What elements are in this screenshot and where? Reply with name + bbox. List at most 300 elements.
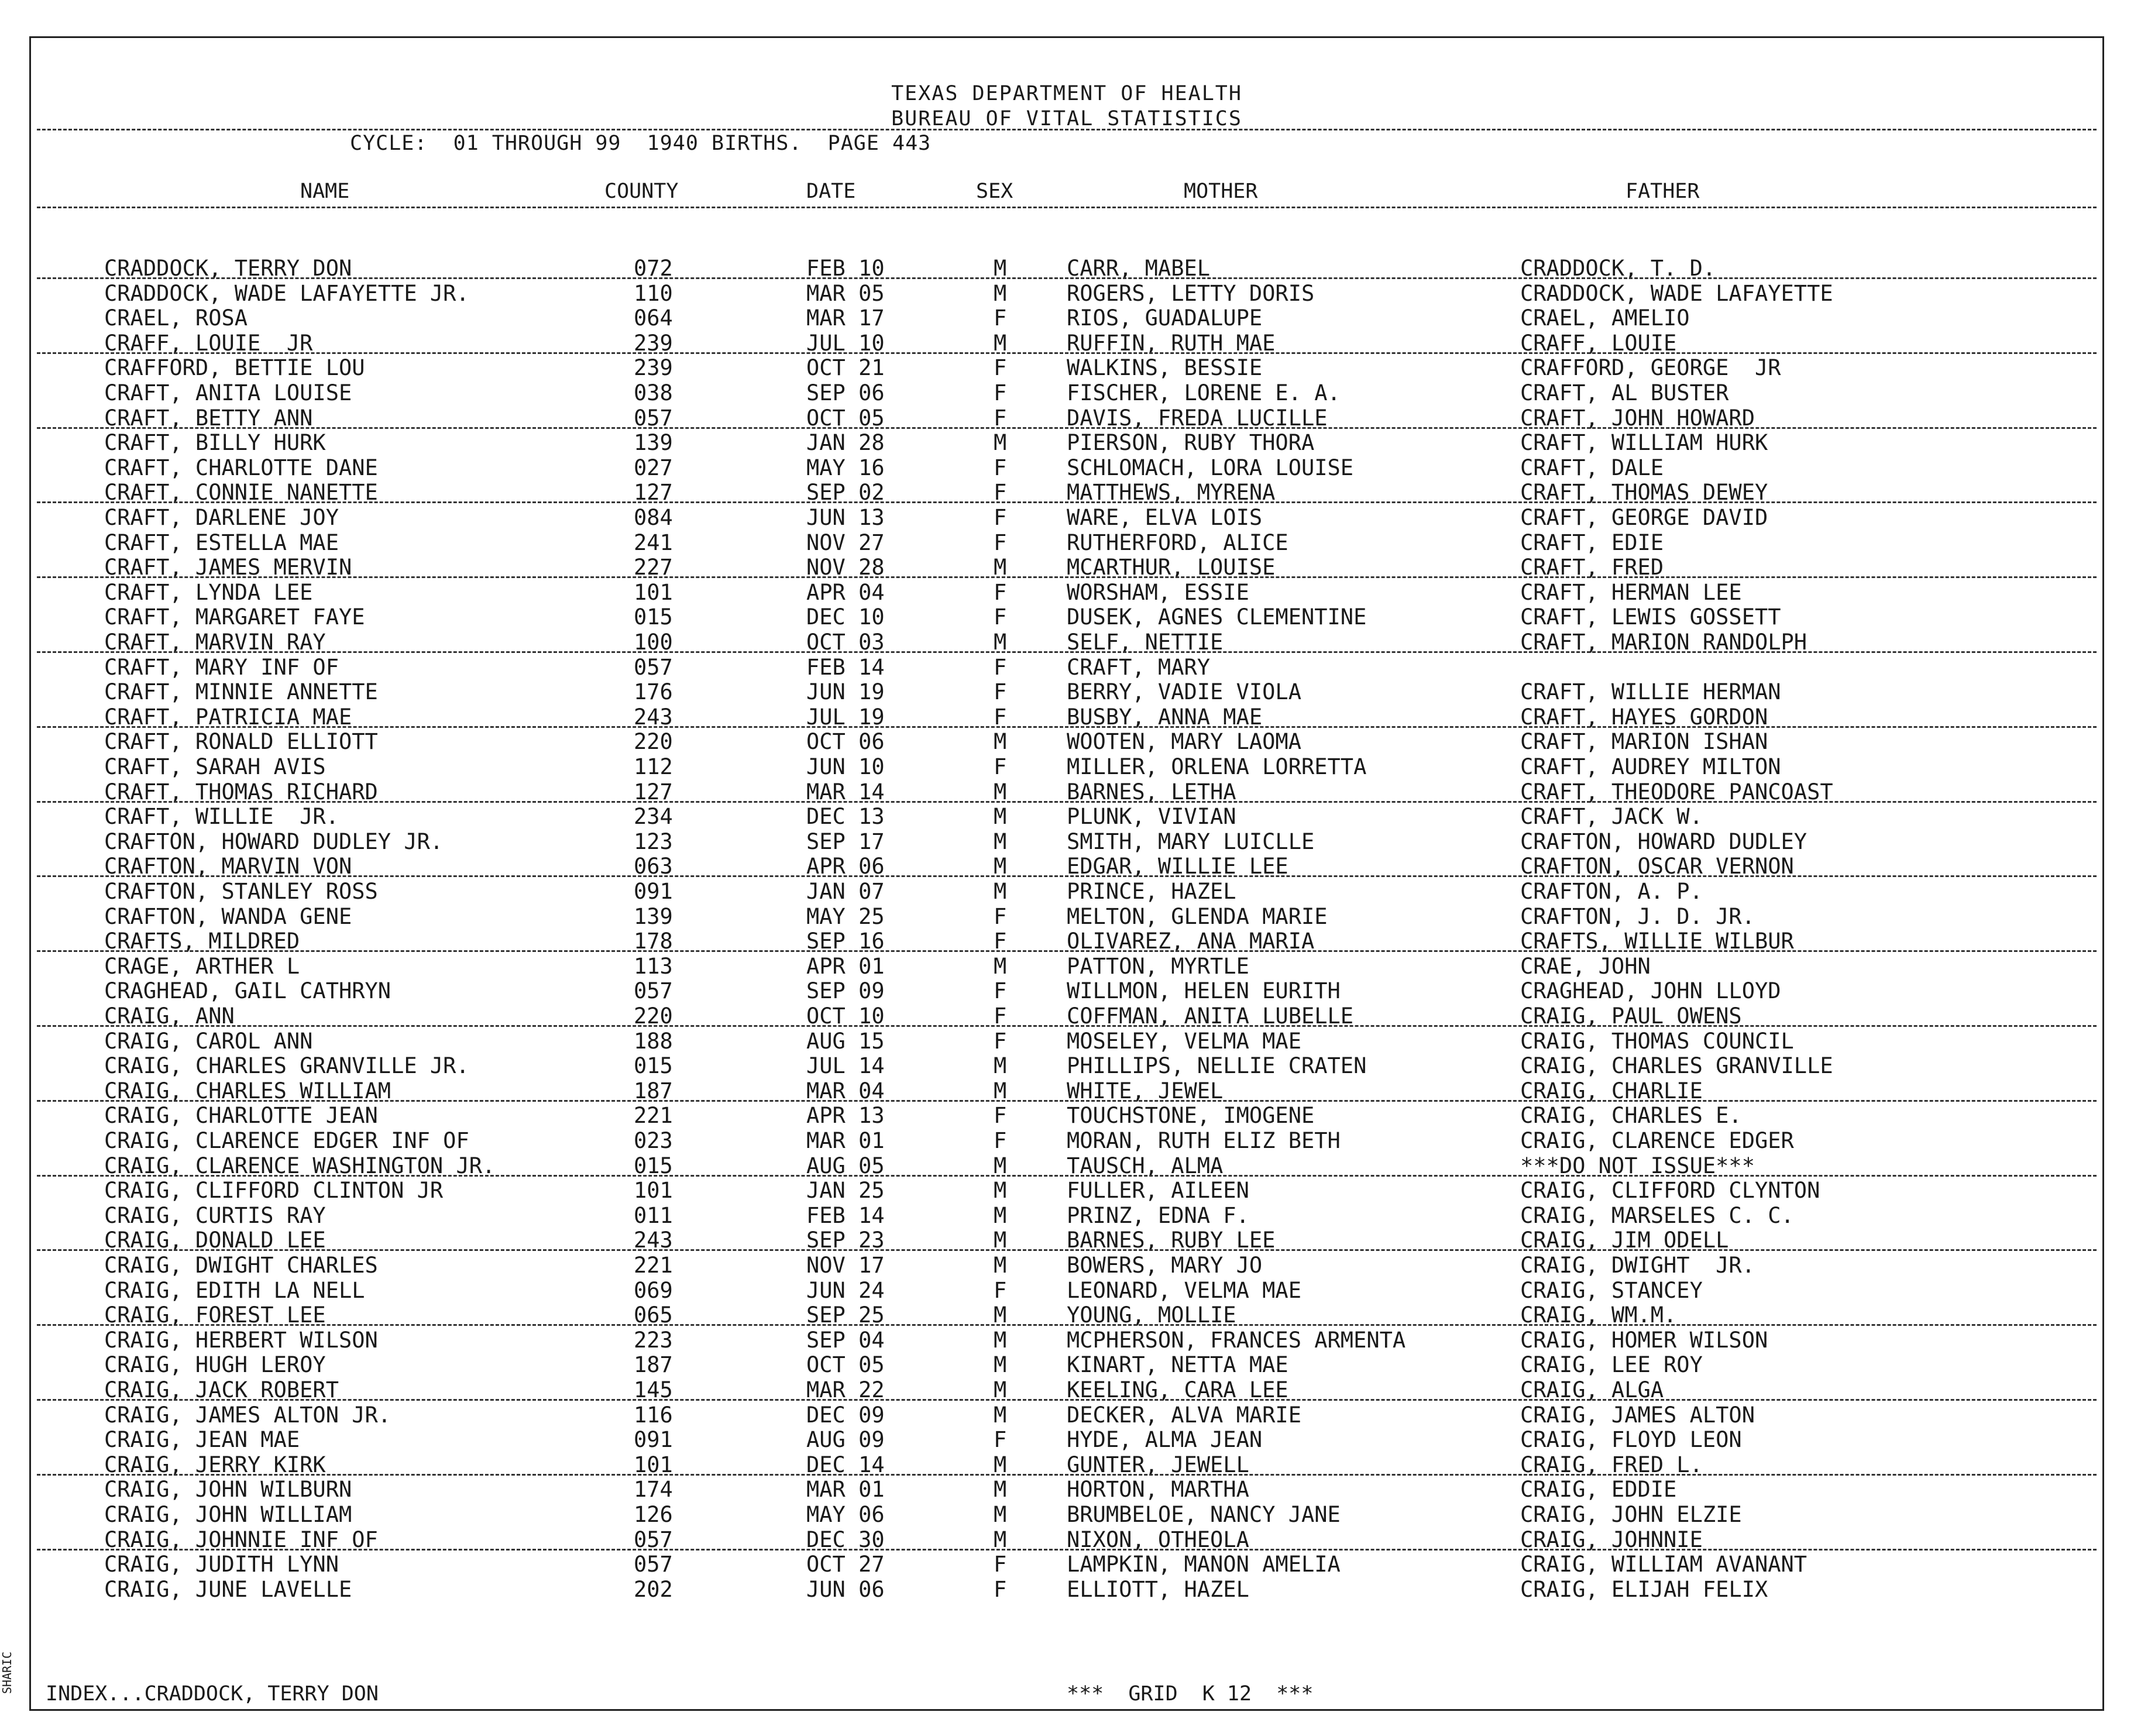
divider [37,352,2097,354]
record-county: 227 [634,555,673,580]
record-sex: F [994,1103,1007,1129]
record-father: CRAFT, JACK W. [1520,804,1703,830]
column-header-father: FATHER [1626,180,1700,203]
department-title: TEXAS DEPARTMENT OF HEALTH [891,82,1242,105]
record-name: CRAFT, THOMAS RICHARD [104,779,378,805]
record-date: FEB 14 [806,654,885,680]
record-county: 011 [634,1202,673,1228]
record-father: CRAIG, ALGA [1520,1377,1664,1402]
cycle-line: CYCLE: 01 THROUGH 99 1940 BIRTHS. PAGE 443 [350,132,932,155]
record-name: CRAFT, ESTELLA MAE [104,530,339,555]
divider [37,576,2097,578]
record-row [31,954,2102,979]
record-father: CRAFF, LOUIE [1520,330,1677,356]
record-date: AUG 15 [806,1028,885,1054]
record-county: 187 [634,1352,673,1378]
record-mother: HYDE, ALMA JEAN [1067,1427,1263,1453]
record-father: CRAIG, HOMER WILSON [1520,1327,1768,1353]
record-mother: LAMPKIN, MANON AMELIA [1067,1552,1341,1577]
record-mother: NIXON, OTHEOLA [1067,1527,1249,1552]
record-date: AUG 05 [806,1153,885,1178]
record-name: CRAFFORD, BETTIE LOU [104,355,365,381]
record-name: CRAGHEAD, GAIL CATHRYN [104,978,391,1004]
record-county: 100 [634,630,673,655]
record-county: 072 [634,256,673,281]
record-sex: F [994,1277,1007,1303]
record-sex: M [994,330,1007,356]
record-name: CRAIG, JOHN WILBURN [104,1477,352,1503]
record-sex: M [994,779,1007,805]
record-county: 113 [634,953,673,979]
record-mother: DUSEK, AGNES CLEMENTINE [1067,604,1367,630]
record-sex: M [994,1302,1007,1328]
record-row [31,978,2102,1003]
record-sex: M [994,729,1007,755]
divider [37,1474,2097,1476]
record-county: 127 [634,779,673,805]
column-header-sex: SEX [976,180,1013,203]
record-county: 234 [634,804,673,830]
record-county: 057 [634,978,673,1004]
record-date: MAR 01 [806,1477,885,1503]
record-date: JUN 24 [806,1277,885,1303]
divider [37,1025,2097,1027]
record-county: 123 [634,829,673,854]
record-father: CRAIG, PAUL OWENS [1520,1003,1742,1029]
record-name: CRAFT, LYNDA LEE [104,579,313,605]
record-sex: M [994,1452,1007,1477]
record-sex: M [994,1253,1007,1278]
record-date: MAR 14 [806,779,885,805]
record-row [31,729,2102,754]
record-county: 065 [634,1302,673,1328]
record-name: CRAIG, JUNE LAVELLE [104,1576,352,1602]
record-mother: OLIVAREZ, ANA MARIA [1067,929,1315,954]
record-date: SEP 17 [806,829,885,854]
record-sex: M [994,1053,1007,1079]
record-sex: F [994,929,1007,954]
record-row [31,530,2102,555]
record-name: CRAIG, CURTIS RAY [104,1202,326,1228]
record-mother: MORAN, RUTH ELIZ BETH [1067,1128,1341,1153]
record-sex: F [994,530,1007,555]
divider [37,277,2097,279]
record-date: DEC 09 [806,1402,885,1428]
record-date: MAR 05 [806,280,885,306]
record-sex: F [994,1427,1007,1453]
record-row [31,305,2102,331]
record-name: CRAIG, JEAN MAE [104,1427,300,1453]
record-name: CRAIG, CHARLOTTE JEAN [104,1103,378,1129]
record-row [31,380,2102,405]
record-date: SEP 25 [806,1302,885,1328]
record-name: CRAIG, JOHN WILLIAM [104,1502,352,1527]
record-date: OCT 10 [806,1003,885,1029]
record-mother: MOSELEY, VELMA MAE [1067,1028,1301,1054]
divider [37,1399,2097,1401]
record-father: CRAIG, JAMES ALTON [1520,1402,1755,1428]
record-sex: F [994,305,1007,331]
record-name: CRAIG, EDITH LA NELL [104,1277,365,1303]
record-mother: DECKER, ALVA MARIE [1067,1402,1301,1428]
divider [37,651,2097,653]
record-sex: M [994,1228,1007,1253]
record-father: CRADDOCK, T. D. [1520,256,1716,281]
record-sex: F [994,355,1007,381]
record-sex: M [994,879,1007,904]
record-name: CRAFT, RONALD ELLIOTT [104,729,378,755]
record-date: MAY 16 [806,455,885,480]
record-county: 145 [634,1377,673,1402]
record-mother: KEELING, CARA LEE [1067,1377,1288,1402]
record-mother: WARE, ELVA LOIS [1067,505,1263,530]
record-county: 069 [634,1277,673,1303]
divider [37,1175,2097,1177]
divider [37,875,2097,877]
divider [37,1100,2097,1102]
record-sex: M [994,256,1007,281]
record-sex: F [994,978,1007,1004]
record-row [31,804,2102,829]
record-father: CRAIG, WILLIAM AVANANT [1520,1552,1807,1577]
record-mother: PRINZ, EDNA F. [1067,1202,1249,1228]
record-row [31,1029,2102,1054]
record-county: 188 [634,1028,673,1054]
record-mother: LEONARD, VELMA MAE [1067,1277,1301,1303]
record-county: 221 [634,1103,673,1129]
record-county: 139 [634,430,673,456]
record-sex: M [994,1527,1007,1552]
record-father: CRAFT, LEWIS GOSSETT [1520,604,1781,630]
record-row [31,1477,2102,1502]
record-name: CRAFT, BILLY HURK [104,430,326,456]
record-row [31,1053,2102,1078]
record-sex: F [994,679,1007,705]
record-county: 091 [634,1427,673,1453]
record-county: 116 [634,1402,673,1428]
record-county: 015 [634,604,673,630]
record-date: AUG 09 [806,1427,885,1453]
record-county: 084 [634,505,673,530]
record-date: MAY 25 [806,903,885,929]
record-date: MAR 22 [806,1377,885,1402]
record-father: CRAIG, JIM ODELL [1520,1228,1729,1253]
record-mother: MELTON, GLENDA MARIE [1067,903,1328,929]
record-mother: SMITH, MARY LUICLLE [1067,829,1315,854]
record-name: CRAEL, ROSA [104,305,248,331]
divider [37,1249,2097,1251]
record-father: CRAFT, WILLIAM HURK [1520,430,1768,456]
record-county: 101 [634,1178,673,1204]
record-county: 091 [634,879,673,904]
record-county: 239 [634,330,673,356]
record-county: 101 [634,1452,673,1477]
record-name: CRAIG, CAROL ANN [104,1028,313,1054]
record-mother: BRUMBELOE, NANCY JANE [1067,1502,1341,1527]
record-mother: PIERSON, RUBY THORA [1067,430,1315,456]
record-mother: MILLER, ORLENA LORRETTA [1067,754,1367,779]
record-mother: CARR, MABEL [1067,256,1211,281]
record-county: 241 [634,530,673,555]
record-sex: F [994,654,1007,680]
record-sex: M [994,1352,1007,1378]
record-sex: F [994,1003,1007,1029]
record-father: CRAFT, HAYES GORDON [1520,704,1768,730]
record-sex: F [994,754,1007,779]
record-sex: M [994,1402,1007,1428]
record-mother: GUNTER, JEWELL [1067,1452,1249,1477]
record-mother: TAUSCH, ALMA [1067,1153,1224,1178]
record-county: 178 [634,929,673,954]
record-name: CRAFT, MARVIN RAY [104,630,326,655]
record-date: OCT 03 [806,630,885,655]
record-county: 139 [634,903,673,929]
record-mother: PATTON, MYRTLE [1067,953,1249,979]
record-county: 187 [634,1078,673,1104]
record-name: CRAIG, JERRY KIRK [104,1452,326,1477]
record-name: CRAFTON, WANDA GENE [104,903,352,929]
record-county: 176 [634,679,673,705]
record-father: CRAIG, FLOYD LEON [1520,1427,1742,1453]
record-county: 126 [634,1502,673,1527]
record-mother: WOOTEN, MARY LAOMA [1067,729,1301,755]
record-name: CRAIG, JACK ROBERT [104,1377,339,1402]
record-sex: F [994,903,1007,929]
record-sex: M [994,1477,1007,1503]
record-county: 127 [634,480,673,506]
record-name: CRAFT, MARGARET FAYE [104,604,365,630]
record-mother: BUSBY, ANNA MAE [1067,704,1263,730]
record-sex: M [994,1377,1007,1402]
record-name: CRAFTS, MILDRED [104,929,300,954]
record-row [31,1278,2102,1303]
record-county: 057 [634,1552,673,1577]
record-name: CRAIG, JOHNNIE INF OF [104,1527,378,1552]
record-father: CRAFT, GEORGE DAVID [1520,505,1768,530]
record-name: CRAIG, CLARENCE WASHINGTON JR. [104,1153,496,1178]
record-name: CRAIG, CHARLES WILLIAM [104,1078,391,1104]
record-row [31,879,2102,904]
record-sex: F [994,579,1007,605]
record-name: CRADDOCK, TERRY DON [104,256,352,281]
record-sex: F [994,480,1007,506]
record-name: CRAIG, FOREST LEE [104,1302,326,1328]
record-county: 243 [634,1228,673,1253]
record-father: CRAIG, LEE ROY [1520,1352,1703,1378]
record-sex: M [994,1178,1007,1204]
record-mother: MATTHEWS, MYRENA [1067,480,1276,506]
record-date: OCT 05 [806,405,885,431]
record-row [31,355,2102,380]
record-father: CRAIG, JOHN ELZIE [1520,1502,1742,1527]
record-row [31,1552,2102,1577]
record-mother: RIOS, GUADALUPE [1067,305,1263,331]
record-row [31,1427,2102,1452]
record-county: 063 [634,854,673,879]
record-row [31,580,2102,605]
record-county: 223 [634,1327,673,1353]
index-footer: INDEX...CRADDOCK, TERRY DON [46,1682,379,1706]
record-row [31,1128,2102,1153]
record-father: CRAFT, MARION ISHAN [1520,729,1768,755]
record-mother: MCARTHUR, LOUISE [1067,555,1276,580]
record-father: CRAFTON, OSCAR VERNON [1520,854,1794,879]
record-date: OCT 06 [806,729,885,755]
record-row [31,1402,2102,1428]
record-row [31,904,2102,929]
record-mother: CRAFT, MARY [1067,654,1211,680]
record-sex: F [994,1128,1007,1153]
record-county: 220 [634,729,673,755]
record-father: CRAIG, FRED L. [1520,1452,1703,1477]
record-mother: PLUNK, VIVIAN [1067,804,1236,830]
record-date: JUN 06 [806,1576,885,1602]
divider [37,501,2097,503]
record-row [31,754,2102,779]
record-row [31,1178,2102,1203]
record-sex: F [994,505,1007,530]
record-sex: F [994,405,1007,431]
divider [37,801,2097,803]
record-row [31,1103,2102,1128]
record-date: SEP 23 [806,1228,885,1253]
record-name: CRAIG, DWIGHT CHARLES [104,1253,378,1278]
record-name: CRAFT, WILLIE JR. [104,804,339,830]
record-mother: SELF, NETTIE [1067,630,1224,655]
record-mother: COFFMAN, ANITA LUBELLE [1067,1003,1354,1029]
record-name: CRAGE, ARTHER L [104,953,300,979]
record-sex: M [994,1153,1007,1178]
record-mother: SCHLOMACH, LORA LOUISE [1067,455,1354,480]
record-father: CRAIG, CLARENCE EDGER [1520,1128,1794,1153]
record-mother: WALKINS, BESSIE [1067,355,1263,381]
record-father: CRAFT, FRED [1520,555,1664,580]
record-sex: M [994,829,1007,854]
record-sex: M [994,854,1007,879]
record-date: MAR 17 [806,305,885,331]
record-mother: YOUNG, MOLLIE [1067,1302,1236,1328]
record-date: DEC 14 [806,1452,885,1477]
record-name: CRAIG, CLIFFORD CLINTON JR [104,1178,444,1204]
record-father: CRAFTON, A. P. [1520,879,1703,904]
divider [37,427,2097,429]
record-sex: M [994,1502,1007,1527]
column-header-mother: MOTHER [1184,180,1258,203]
record-mother: RUFFIN, RUTH MAE [1067,330,1276,356]
record-sex: M [994,804,1007,830]
record-mother: MCPHERSON, FRANCES ARMENTA [1067,1327,1406,1353]
record-mother: RUTHERFORD, ALICE [1067,530,1288,555]
record-county: 221 [634,1253,673,1278]
record-sex: M [994,555,1007,580]
record-name: CRAIG, HERBERT WILSON [104,1327,378,1353]
record-county: 027 [634,455,673,480]
record-father: CRAFT, THEODORE PANCOAST [1520,779,1833,805]
bureau-title: BUREAU OF VITAL STATISTICS [891,107,1242,130]
record-county: 057 [634,405,673,431]
record-date: MAR 04 [806,1078,885,1104]
column-header-date: DATE [806,180,856,203]
record-mother: BARNES, LETHA [1067,779,1236,805]
record-date: FEB 10 [806,256,885,281]
record-county: 101 [634,579,673,605]
record-row [31,505,2102,530]
record-father: CRAFT, THOMAS DEWEY [1520,480,1768,506]
record-father: CRAIG, WM.M. [1520,1302,1677,1328]
record-father: CRAFT, EDIE [1520,530,1664,555]
record-date: JUN 13 [806,505,885,530]
record-row [31,1203,2102,1228]
record-name: CRAFT, BETTY ANN [104,405,313,431]
record-date: APR 06 [806,854,885,879]
record-sex: M [994,280,1007,306]
record-date: JUL 19 [806,704,885,730]
record-name: CRAFTON, MARVIN VON [104,854,352,879]
record-date: SEP 09 [806,978,885,1004]
record-date: APR 01 [806,953,885,979]
record-date: JUL 14 [806,1053,885,1079]
record-name: CRAIG, JAMES ALTON JR. [104,1402,391,1428]
margin-label: SHARIC [0,1651,14,1694]
record-date: FEB 14 [806,1202,885,1228]
record-father: CRAFT, HERMAN LEE [1520,579,1742,605]
record-name: CRADDOCK, WADE LAFAYETTE JR. [104,280,469,306]
record-father: CRAFT, DALE [1520,455,1664,480]
record-name: CRAFTON, STANLEY ROSS [104,879,378,904]
record-mother: WORSHAM, ESSIE [1067,579,1249,605]
record-mother: PHILLIPS, NELLIE CRATEN [1067,1053,1367,1079]
record-county: 174 [634,1477,673,1503]
record-date: NOV 17 [806,1253,885,1278]
record-name: CRAFF, LOUIE JR [104,330,313,356]
record-name: CRAIG, CHARLES GRANVILLE JR. [104,1053,469,1079]
record-mother: TOUCHSTONE, IMOGENE [1067,1103,1315,1129]
record-sex: M [994,1202,1007,1228]
record-date: SEP 02 [806,480,885,506]
record-father: CRAGHEAD, JOHN LLOYD [1520,978,1781,1004]
record-date: JUN 19 [806,679,885,705]
record-mother: BOWERS, MARY JO [1067,1253,1263,1278]
record-date: SEP 06 [806,380,885,405]
divider [37,207,2097,208]
divider [37,1324,2097,1326]
record-date: JUN 10 [806,754,885,779]
record-date: APR 04 [806,579,885,605]
record-father: CRAFT, AL BUSTER [1520,380,1729,405]
record-father: CRAIG, STANCEY [1520,1277,1703,1303]
record-father: CRAIG, CLIFFORD CLYNTON [1520,1178,1820,1204]
record-date: NOV 28 [806,555,885,580]
record-mother: PRINCE, HAZEL [1067,879,1236,904]
record-father: CRAEL, AMELIO [1520,305,1690,331]
record-county: 057 [634,654,673,680]
record-row [31,1328,2102,1353]
record-date: JAN 07 [806,879,885,904]
record-father: CRAFT, JOHN HOWARD [1520,405,1755,431]
record-row [31,1577,2102,1602]
record-sex: F [994,1576,1007,1602]
record-sex: F [994,1028,1007,1054]
record-name: CRAIG, HUGH LEROY [104,1352,326,1378]
record-county: 038 [634,380,673,405]
record-father: CRAIG, CHARLIE [1520,1078,1703,1104]
record-name: CRAFT, DARLENE JOY [104,505,339,530]
record-date: JAN 25 [806,1178,885,1204]
record-sex: F [994,604,1007,630]
record-row [31,604,2102,630]
record-county: 064 [634,305,673,331]
record-sex: M [994,1078,1007,1104]
